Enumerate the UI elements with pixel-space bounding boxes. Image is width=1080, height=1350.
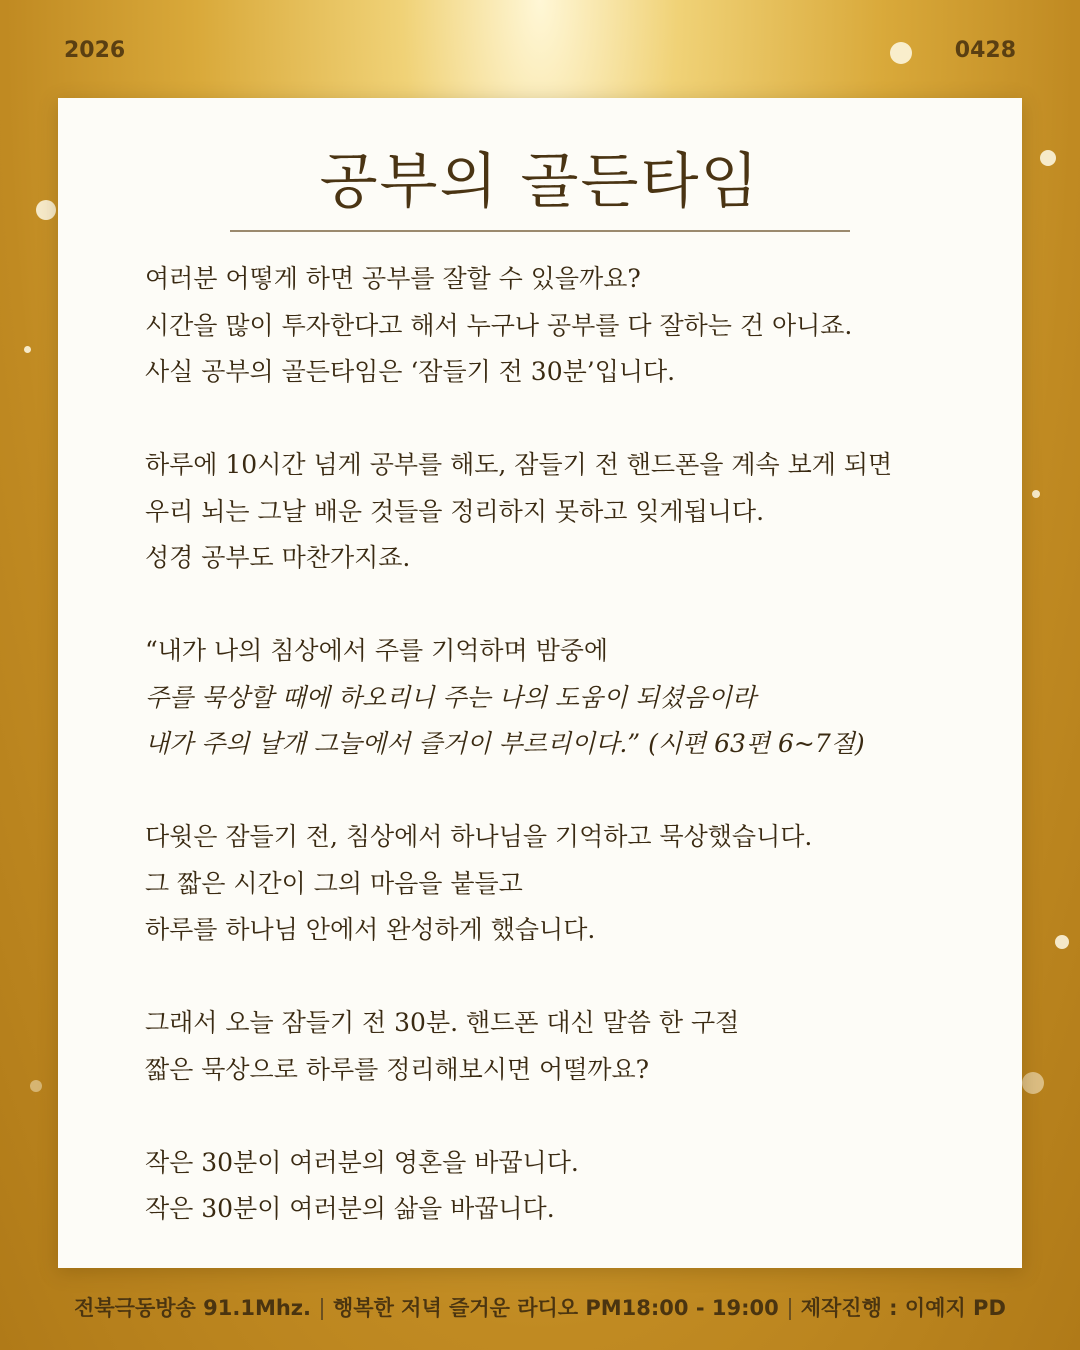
body-text (145, 256, 965, 1233)
station-label: 전북극동방송 91.1Mhz. (74, 1296, 311, 1320)
text-line: 작은 30분이 여러분의 영혼을 바꿉니다. (145, 1147, 579, 1177)
text-line: 사실 공부의 골든타임은 ‘잠들기 전 30분’입니다. (145, 357, 676, 386)
bokeh-light (24, 346, 31, 353)
bokeh-light (890, 42, 912, 64)
broadcast-footer (0, 1292, 1080, 1322)
text-line: 성경 공부도 마찬가지죠. (145, 543, 411, 572)
paragraph (145, 1000, 965, 1093)
text-line: 그래서 오늘 잠들기 전 30분. 핸드폰 대신 말씀 한 구절 (145, 1008, 740, 1037)
year-label: 2026 (64, 38, 126, 63)
text-line: “내가 나의 침상에서 주를 기억하며 밤중에 (145, 636, 609, 665)
text-line: 작은 30분이 여러분의 삶을 바꿉니다. (145, 1194, 555, 1223)
divider (321, 1298, 323, 1320)
text-line: 다윗은 잠들기 전, 침상에서 하나님을 기억하고 묵상했습니다. (145, 822, 813, 851)
text-line: 하루를 하나님 안에서 완성하게 했습니다. (145, 915, 596, 944)
page-title: 공부의 골든타임 (319, 147, 761, 217)
divider (789, 1298, 791, 1320)
producer-label: 제작진행 : 이예지 PD (800, 1296, 1006, 1320)
program-label: 행복한 저녁 즐거운 라디오 PM18:00 - 19:00 (333, 1296, 779, 1320)
bokeh-light (1032, 490, 1040, 498)
text-line: 내가 주의 날개 그늘에서 즐거이 부르리이다.” (시편 63편 6~7절) (145, 729, 865, 758)
text-line: 주를 묵상할 때에 하오리니 주는 나의 도움이 되셨음이라 (145, 682, 757, 712)
scripture-quote (145, 628, 965, 768)
text-line: 여러분 어떻게 하면 공부를 잘할 수 있을까요? (145, 264, 641, 293)
paragraph (145, 256, 965, 396)
paragraph (145, 442, 965, 582)
text-line: 우리 뇌는 그날 배운 것들을 정리하지 못하고 잊게됩니다. (145, 496, 765, 526)
text-line: 시간을 많이 투자한다고 해서 누구나 공부를 다 잘하는 건 아니죠. (145, 310, 853, 340)
paragraph (145, 814, 965, 954)
text-line: 하루에 10시간 넘게 공부를 해도, 잠들기 전 핸드폰을 계속 보게 되면 (145, 450, 893, 479)
bokeh-light (1055, 935, 1069, 949)
bokeh-light (30, 1080, 42, 1092)
text-line: 그 짧은 시간이 그의 마음을 붙들고 (145, 868, 523, 898)
date-label: 0428 (954, 38, 1016, 63)
title-divider (230, 230, 850, 232)
text-line: 짧은 묵상으로 하루를 정리해보시면 어떨까요? (145, 1054, 650, 1084)
bokeh-light (1022, 1072, 1044, 1094)
paragraph (145, 1140, 965, 1233)
